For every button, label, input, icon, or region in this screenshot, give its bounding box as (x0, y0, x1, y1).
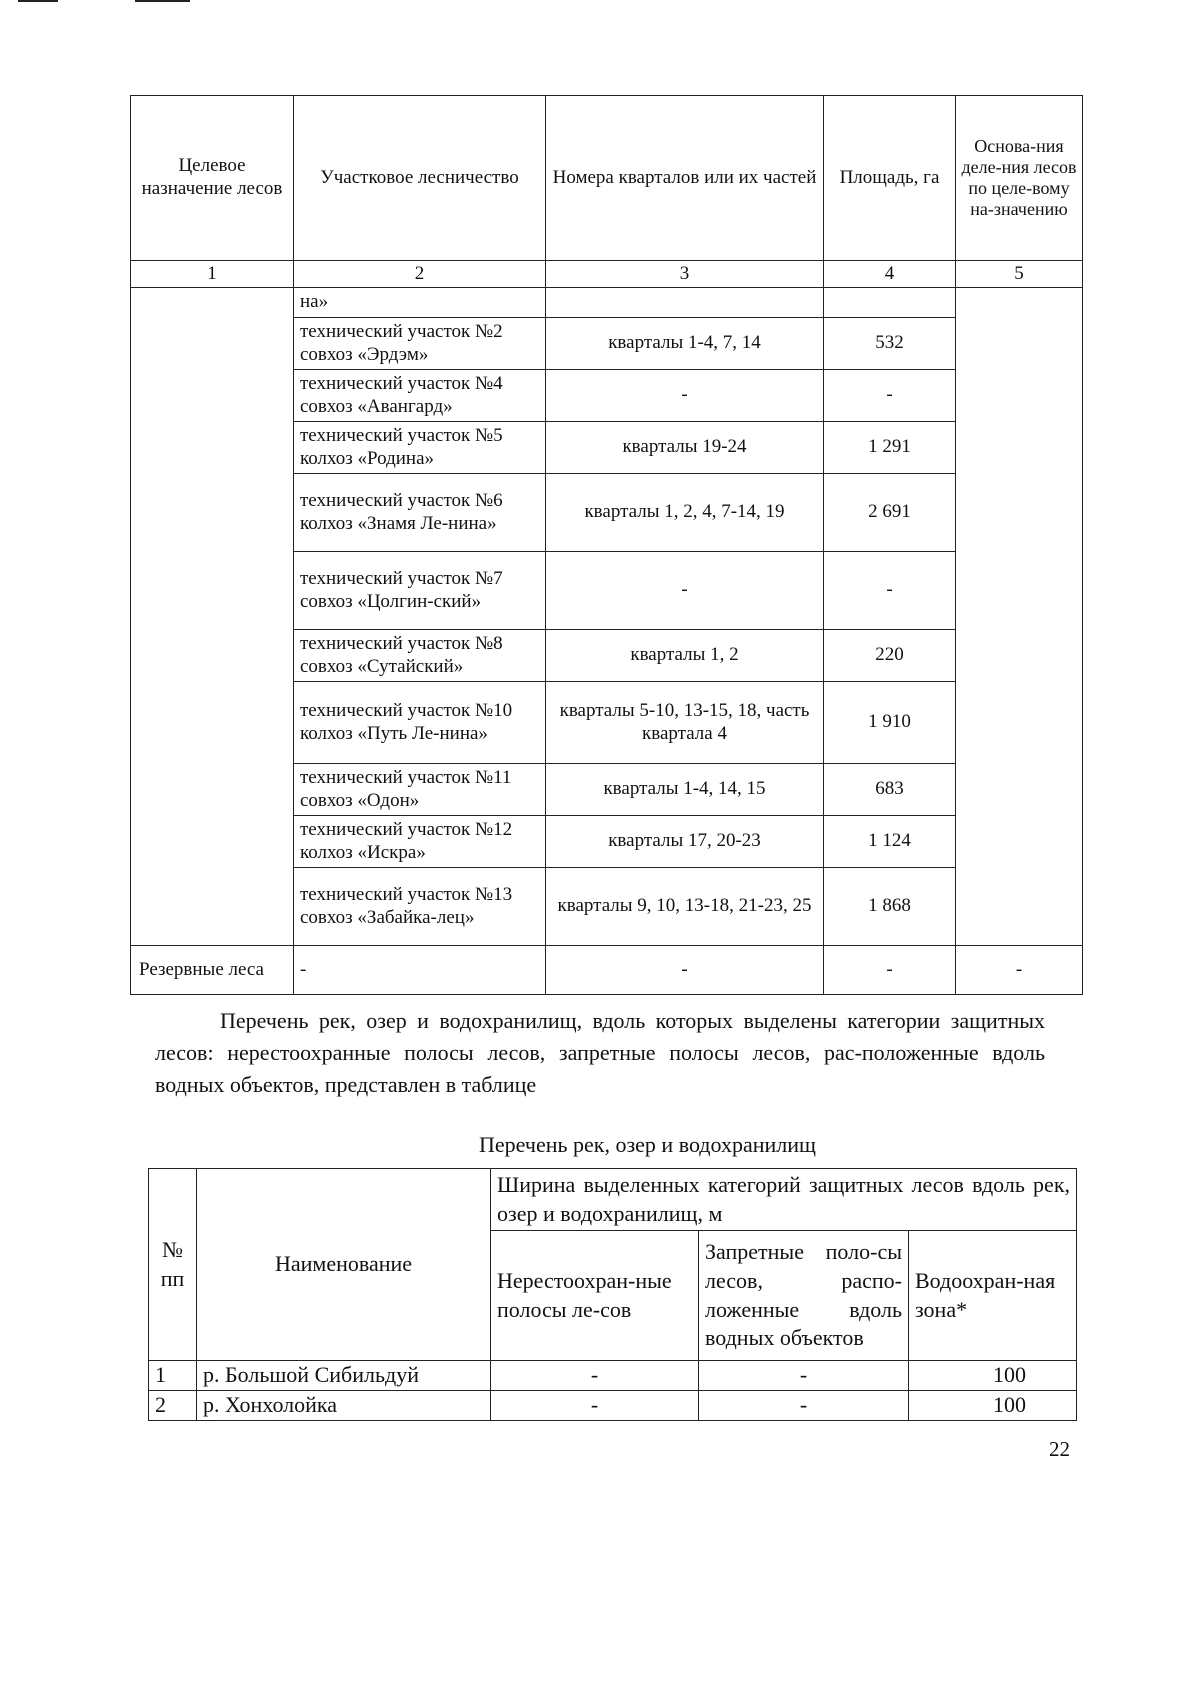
quarters-cell: кварталы 9, 10, 13-18, 21-23, 25 (546, 868, 824, 946)
table-row (149, 1361, 1077, 1391)
area-cell: 1 291 (824, 422, 956, 474)
header-name: Наименование (197, 1169, 491, 1361)
merged-basis-cell (956, 288, 1083, 946)
table-row (131, 946, 1083, 995)
quarters-cell: - (546, 370, 824, 422)
spawning-cell: - (491, 1391, 699, 1421)
header-width-group: Ширина выделенных категорий защитных лесов вдоль рек, озер и водохранилищ, м (491, 1169, 1077, 1231)
quarters-cell: кварталы 1-4, 14, 15 (546, 764, 824, 816)
area-cell: - (824, 370, 956, 422)
prohibited-cell: - (699, 1391, 909, 1421)
water-zone-cell: 100 (909, 1361, 1077, 1391)
district-cell: технический участок №4 совхоз «Авангард» (294, 370, 546, 422)
column-number: 4 (824, 261, 956, 288)
forest-purpose-table (130, 95, 1083, 995)
district-cell: технический участок №10 колхоз «Путь Ле-нина» (294, 682, 546, 764)
row-num: 1 (149, 1361, 197, 1391)
district-cell: технический участок №13 совхоз «Забайка-лец» (294, 868, 546, 946)
page-number: 22 (1049, 1437, 1070, 1461)
quarters-cell: кварталы 1, 2, 4, 7-14, 19 (546, 474, 824, 552)
area-cell: - (824, 946, 956, 995)
column-number: 1 (131, 261, 294, 288)
district-cell: технический участок №7 совхоз «Цолгин-ский» (294, 552, 546, 630)
header-prohibited: Запретные поло-сы лесов, распо-ложенные вдоль водных объектов (699, 1231, 909, 1361)
quarters-cell: кварталы 1, 2 (546, 630, 824, 682)
scan-mark (135, 0, 190, 2)
district-cell: - (294, 946, 546, 995)
quarters-cell: кварталы 1-4, 7, 14 (546, 318, 824, 370)
spawning-cell: - (491, 1361, 699, 1391)
area-cell: 1 124 (824, 816, 956, 868)
table-caption (0, 1132, 1200, 1158)
river-name: р. Хонхолойка (197, 1391, 491, 1421)
body-paragraph (155, 1005, 1045, 1101)
header-area: Площадь, га (824, 96, 956, 261)
rivers-table (148, 1168, 1077, 1421)
area-cell: - (824, 552, 956, 630)
area-cell: 2 691 (824, 474, 956, 552)
area-cell: 220 (824, 630, 956, 682)
district-cell: технический участок №5 колхоз «Родина» (294, 422, 546, 474)
quarters-cell: кварталы 19-24 (546, 422, 824, 474)
caption-text: Перечень рек, озер и водохранилищ (479, 1132, 816, 1157)
header-quarters: Номера кварталов или их частей (546, 96, 824, 261)
quarters-cell: кварталы 17, 20-23 (546, 816, 824, 868)
header-district: Участковое лесничество (294, 96, 546, 261)
row-num: 2 (149, 1391, 197, 1421)
paragraph-text: Перечень рек, озер и водохранилищ, вдоль которых выделены категории защитных лесов: нерестоохранные полосы лесов, запретные полосы лесов, рас-положенные вдоль водных объектов, представлен в таблице (155, 1008, 1045, 1097)
district-cell: технический участок №6 колхоз «Знамя Ле-нина» (294, 474, 546, 552)
header-num: № пп (149, 1169, 197, 1361)
district-cell: технический участок №11 совхоз «Одон» (294, 764, 546, 816)
merged-purpose-cell (131, 288, 294, 946)
header-spawning: Нерестоохран-ные полосы ле-сов (491, 1231, 699, 1361)
river-name: р. Большой Сибильдуй (197, 1361, 491, 1391)
header-basis: Основа-ния деле-ния лесов по целе-вому на-значению (956, 96, 1083, 261)
district-cell: технический участок №2 совхоз «Эрдэм» (294, 318, 546, 370)
header-water-zone: Водоохран-ная зона* (909, 1231, 1077, 1361)
basis-cell: - (956, 946, 1083, 995)
water-zone-cell: 100 (909, 1391, 1077, 1421)
column-number: 3 (546, 261, 824, 288)
district-cell: технический участок №12 колхоз «Искра» (294, 816, 546, 868)
column-number: 2 (294, 261, 546, 288)
table-row (149, 1391, 1077, 1421)
quarters-cell: - (546, 552, 824, 630)
area-cell: 1 910 (824, 682, 956, 764)
area-cell: 1 868 (824, 868, 956, 946)
area-cell: 532 (824, 318, 956, 370)
scan-mark (18, 0, 58, 2)
district-cell: технический участок №8 совхоз «Сутайский» (294, 630, 546, 682)
quarters-cell: - (546, 946, 824, 995)
reserve-label: Резервные леса (131, 946, 294, 995)
table-cell (824, 288, 956, 318)
header-purpose: Целевое назначение лесов (131, 96, 294, 261)
prohibited-cell: - (699, 1361, 909, 1391)
district-continuation: на» (294, 288, 546, 318)
quarters-cell: кварталы 5-10, 13-15, 18, часть квартала 4 (546, 682, 824, 764)
area-cell: 683 (824, 764, 956, 816)
table-cell (546, 288, 824, 318)
column-number: 5 (956, 261, 1083, 288)
